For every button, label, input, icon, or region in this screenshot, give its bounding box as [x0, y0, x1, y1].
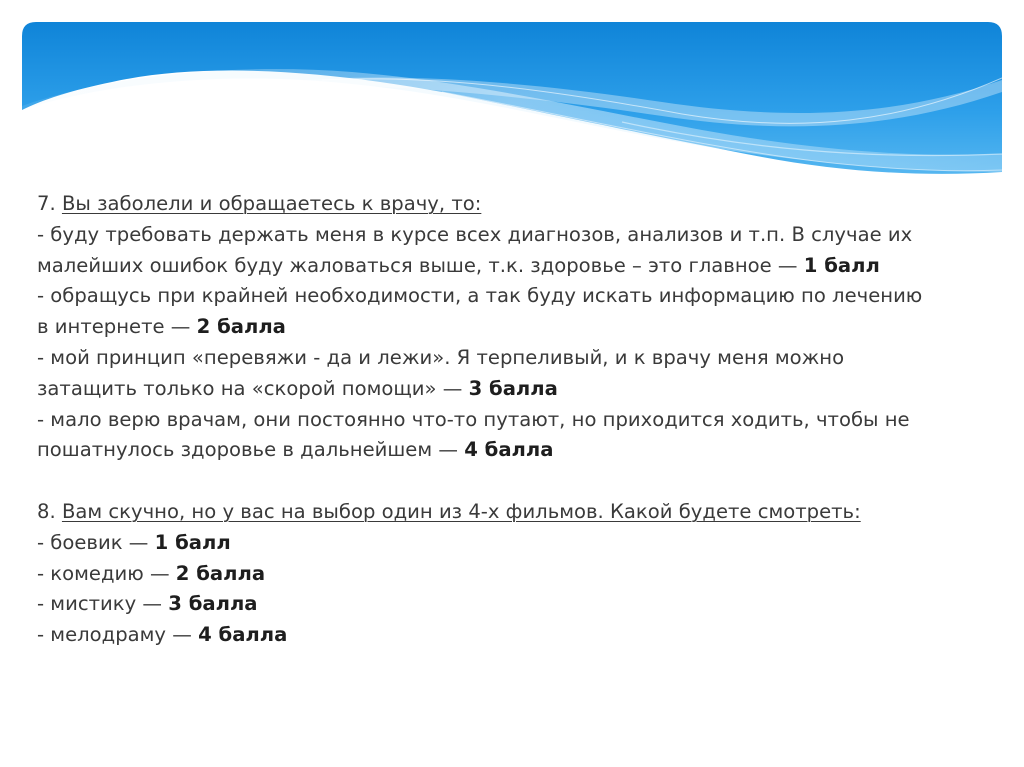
question-8-number: 8.	[37, 499, 56, 523]
q7-answer-4-text: пошатнулось здоровье в дальнейшем —	[37, 438, 458, 462]
q8-answer-2-score: 2 балла	[175, 561, 266, 585]
q8-answer-2-text: - комедию —	[37, 561, 170, 585]
q7-answer-4-line-1: - мало верю врачам, они постоянно что-то путают, но приходится ходить, чтобы не	[37, 407, 910, 431]
q8-answer-3-text: - мистику —	[37, 592, 162, 616]
question-8-text: Вам скучно, но у вас на выбор один из 4-х фильмов. Какой будете смотреть:	[61, 499, 861, 523]
q8-answer-4-text: - мелодраму —	[37, 623, 192, 647]
q7-answer-3-text: затащить только на «скорой помощи» —	[37, 376, 463, 400]
q7-answer-1-text: малейших ошибок буду жаловаться выше, т.к. здоровье – это главное —	[37, 253, 798, 277]
slide-content	[37, 189, 997, 651]
q8-answer-1	[37, 528, 997, 559]
question-8	[37, 497, 997, 528]
q8-answer-1-score: 1 балл	[154, 530, 231, 554]
q7-answer-2-score: 2 балла	[196, 315, 286, 339]
question-7-text: Вы заболели и обращаетесь к врачу, то:	[61, 192, 482, 215]
q7-answer-1-score: 1 балл	[803, 253, 880, 277]
q7-answer-4-score: 4 балла	[464, 438, 554, 462]
q8-answer-4	[37, 620, 997, 651]
question-7	[37, 189, 997, 220]
q7-answer-3-line-1: - мой принцип «перевяжи - да и лежи». Я терпеливый, и к врачу меня можно	[37, 345, 845, 369]
q7-answer-2-text: в интернете —	[37, 315, 191, 339]
q8-answer-3	[37, 589, 997, 620]
q7-answer-1-line-1: - буду требовать держать меня в курсе всех диагнозов, анализов и т.п. В случае их	[37, 222, 913, 246]
q8-answer-4-score: 4 балла	[198, 623, 288, 647]
q7-answer-3-score: 3 балла	[468, 376, 558, 400]
q7-answer-1-line-2	[37, 251, 997, 282]
q7-answer-2-line-1: - обращусь при крайней необходимости, а так буду искать информацию по лечению	[37, 284, 923, 308]
spacer	[37, 466, 997, 497]
q8-answer-3-score: 3 балла	[168, 592, 258, 616]
q7-answer-4-line-2	[37, 435, 997, 466]
wave-banner	[22, 22, 1002, 192]
q7-answer-2-line-2	[37, 312, 997, 343]
question-7-number: 7.	[37, 192, 56, 215]
q7-answer-3-line-2	[37, 374, 997, 405]
q8-answer-1-text: - боевик —	[37, 530, 149, 554]
q8-answer-2	[37, 559, 997, 590]
